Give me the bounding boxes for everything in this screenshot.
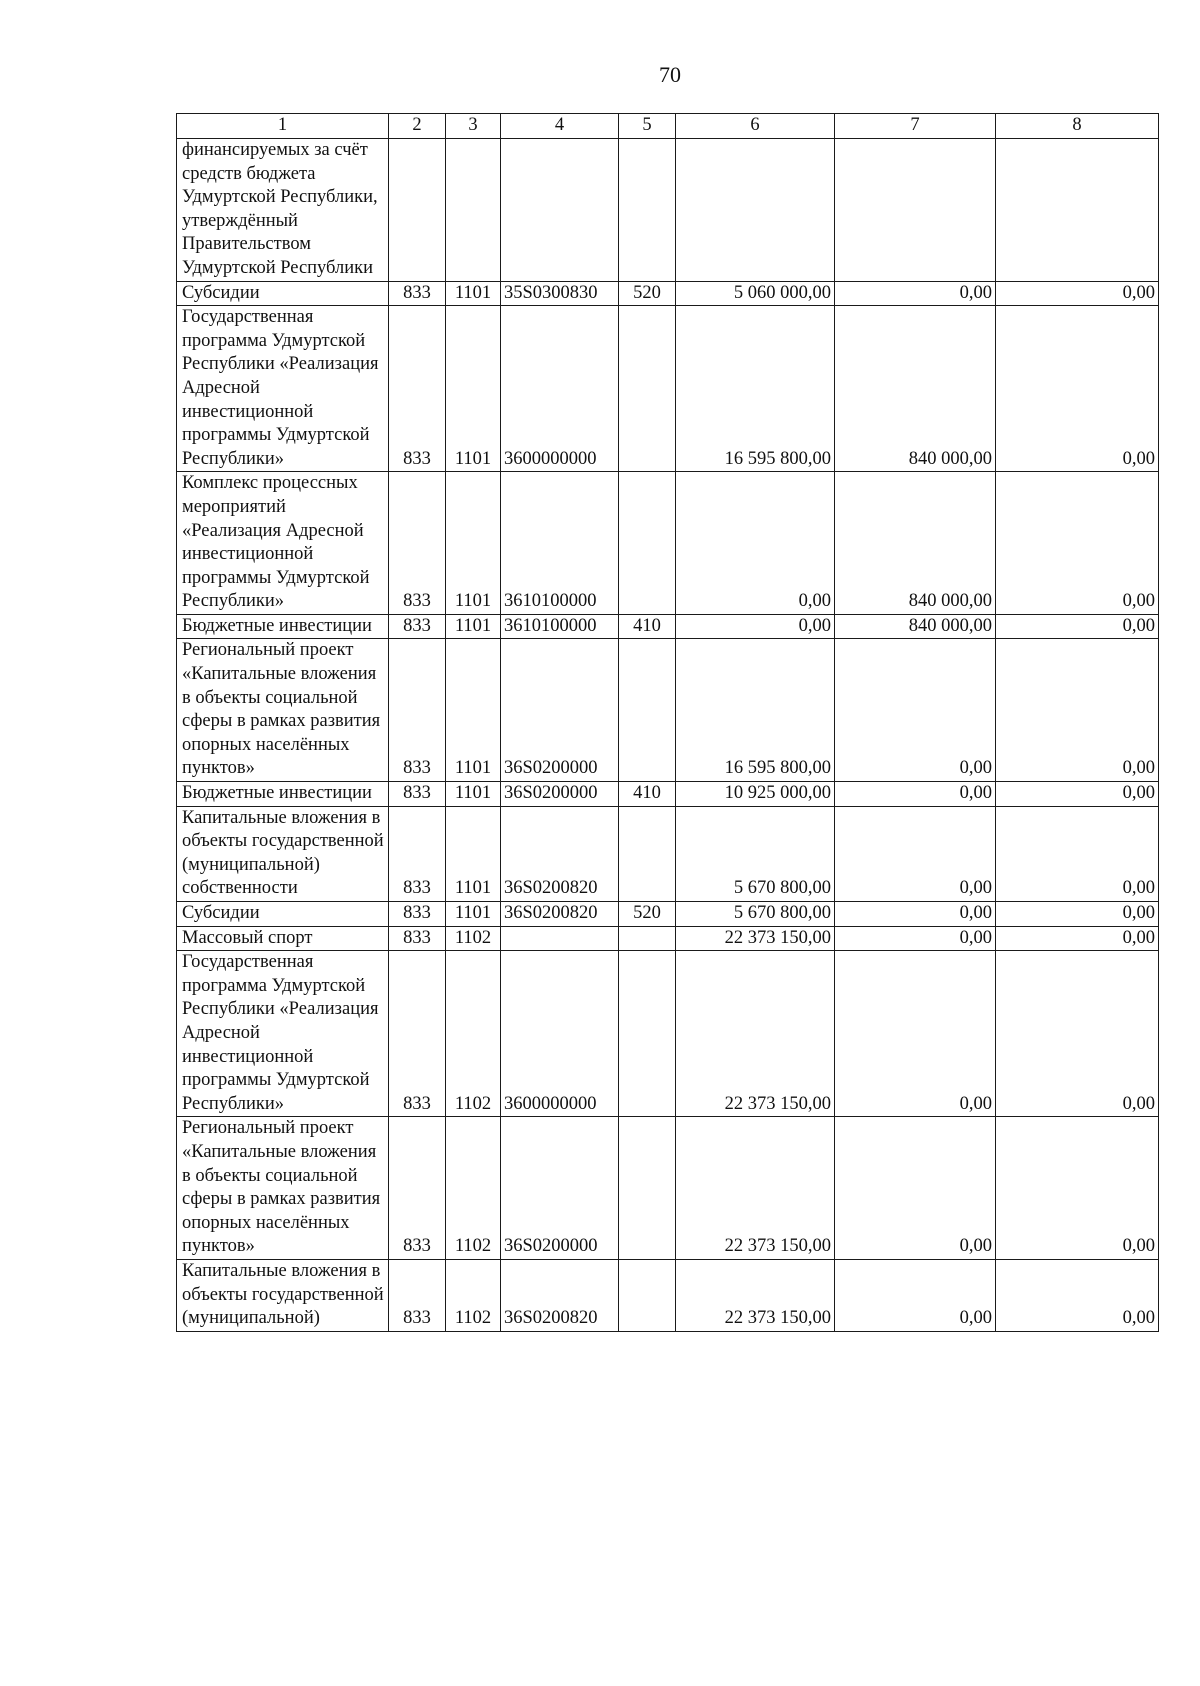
table-row [177,614,1159,639]
cell-expense-type: 410 [619,782,676,807]
table-row [177,281,1159,306]
cell-target-article: 3610100000 [501,614,619,639]
col-header-7: 7 [835,114,996,139]
cell-ministry: 833 [389,926,446,951]
cell-name: Массовый спорт [177,926,389,951]
cell-section: 1101 [446,806,501,901]
cell-sum-6: 5 670 800,00 [676,806,835,901]
cell-target-article: 3610100000 [501,472,619,615]
cell-sum-8: 0,00 [996,614,1159,639]
cell-sum-7: 0,00 [835,951,996,1117]
cell-expense-type [619,1117,676,1260]
cell-sum-6: 5 060 000,00 [676,281,835,306]
budget-table [176,113,1159,1332]
table-row [177,306,1159,472]
cell-sum-8: 0,00 [996,472,1159,615]
cell-ministry: 833 [389,1117,446,1260]
table-row [177,1117,1159,1260]
table-body [177,139,1159,1332]
cell-sum-7: 0,00 [835,902,996,927]
cell-sum-6: 22 373 150,00 [676,951,835,1117]
cell-sum-6: 0,00 [676,614,835,639]
cell-name: Региональный проект «Капитальные вложения в объекты социальной сферы в рамках развития опорных населённых пунктов» [177,1117,389,1260]
table-row [177,902,1159,927]
cell-section: 1101 [446,902,501,927]
cell-sum-6: 22 373 150,00 [676,926,835,951]
cell-ministry: 833 [389,782,446,807]
cell-sum-6: 5 670 800,00 [676,902,835,927]
cell-expense-type: 520 [619,902,676,927]
cell-sum-8: 0,00 [996,1259,1159,1331]
table-row [177,806,1159,901]
col-header-2: 2 [389,114,446,139]
cell-section: 1101 [446,782,501,807]
cell-sum-7: 0,00 [835,281,996,306]
cell-sum-7: 0,00 [835,1259,996,1331]
cell-sum-7: 0,00 [835,782,996,807]
cell-sum-6: 16 595 800,00 [676,639,835,782]
cell-name: Государственная программа Удмуртской Республики «Реализация Адресной инвестиционной программы Удмуртской Республики» [177,306,389,472]
table-row [177,951,1159,1117]
cell-target-article: 36S0200820 [501,902,619,927]
cell-sum-8: 0,00 [996,1117,1159,1260]
cell-ministry: 833 [389,806,446,901]
cell-sum-7: 840 000,00 [835,472,996,615]
cell-ministry: 833 [389,951,446,1117]
cell-target-article [501,926,619,951]
cell-section: 1102 [446,926,501,951]
cell-sum-7: 0,00 [835,1117,996,1260]
cell-section: 1101 [446,614,501,639]
col-header-8: 8 [996,114,1159,139]
cell-sum-8: 0,00 [996,926,1159,951]
cell-sum-6: 16 595 800,00 [676,306,835,472]
cell-section: 1102 [446,951,501,1117]
cell-name: Капитальные вложения в объекты государственной (муниципальной) собственности [177,806,389,901]
table-row [177,139,1159,282]
cell-sum-6: 22 373 150,00 [676,1117,835,1260]
cell-section [446,139,501,282]
col-header-6: 6 [676,114,835,139]
col-header-1: 1 [177,114,389,139]
cell-target-article: 36S0200820 [501,806,619,901]
cell-section: 1101 [446,472,501,615]
cell-section: 1101 [446,639,501,782]
col-header-5: 5 [619,114,676,139]
cell-section: 1102 [446,1117,501,1260]
cell-sum-8: 0,00 [996,806,1159,901]
cell-sum-8: 0,00 [996,782,1159,807]
cell-ministry: 833 [389,281,446,306]
table-row [177,782,1159,807]
cell-name: Бюджетные инвестиции [177,614,389,639]
cell-name: Комплекс процессных мероприятий «Реализация Адресной инвестиционной программы Удмуртской Республики» [177,472,389,615]
table-row [177,639,1159,782]
cell-sum-8 [996,139,1159,282]
cell-name: Капитальные вложения в объекты государственной (муниципальной) [177,1259,389,1331]
cell-sum-7: 840 000,00 [835,306,996,472]
cell-name: Субсидии [177,902,389,927]
col-header-4: 4 [501,114,619,139]
cell-target-article: 3600000000 [501,951,619,1117]
cell-name: финансируемых за счёт средств бюджета Удмуртской Республики, утверждённый Правительством Удмуртской Республики [177,139,389,282]
cell-name: Государственная программа Удмуртской Республики «Реализация Адресной инвестиционной программы Удмуртской Республики» [177,951,389,1117]
cell-name: Региональный проект «Капитальные вложения в объекты социальной сферы в рамках развития опорных населённых пунктов» [177,639,389,782]
cell-expense-type [619,951,676,1117]
cell-target-article: 36S0200000 [501,782,619,807]
cell-sum-7: 0,00 [835,639,996,782]
cell-ministry: 833 [389,1259,446,1331]
cell-ministry [389,139,446,282]
cell-ministry: 833 [389,639,446,782]
cell-name: Субсидии [177,281,389,306]
cell-sum-7 [835,139,996,282]
cell-sum-7: 0,00 [835,926,996,951]
cell-target-article: 36S0200820 [501,1259,619,1331]
cell-target-article: 35S0300830 [501,281,619,306]
cell-name: Бюджетные инвестиции [177,782,389,807]
col-header-3: 3 [446,114,501,139]
cell-expense-type: 520 [619,281,676,306]
cell-target-article: 36S0200000 [501,1117,619,1260]
table-row [177,1259,1159,1331]
cell-sum-8: 0,00 [996,639,1159,782]
cell-target-article: 3600000000 [501,306,619,472]
cell-expense-type [619,926,676,951]
table-row [177,472,1159,615]
cell-expense-type [619,1259,676,1331]
table-header-row [177,114,1159,139]
cell-expense-type [619,472,676,615]
cell-ministry: 833 [389,614,446,639]
cell-ministry: 833 [389,902,446,927]
cell-expense-type [619,139,676,282]
cell-section: 1101 [446,306,501,472]
cell-sum-7: 0,00 [835,806,996,901]
cell-sum-6: 0,00 [676,472,835,615]
cell-sum-6: 10 925 000,00 [676,782,835,807]
cell-expense-type [619,806,676,901]
cell-expense-type [619,306,676,472]
cell-sum-8: 0,00 [996,951,1159,1117]
cell-section: 1102 [446,1259,501,1331]
cell-expense-type [619,639,676,782]
cell-target-article [501,139,619,282]
cell-ministry: 833 [389,472,446,615]
cell-sum-8: 0,00 [996,902,1159,927]
cell-section: 1101 [446,281,501,306]
cell-sum-8: 0,00 [996,281,1159,306]
cell-target-article: 36S0200000 [501,639,619,782]
cell-sum-7: 840 000,00 [835,614,996,639]
cell-ministry: 833 [389,306,446,472]
cell-expense-type: 410 [619,614,676,639]
table-row [177,926,1159,951]
cell-sum-8: 0,00 [996,306,1159,472]
cell-sum-6 [676,139,835,282]
cell-sum-6: 22 373 150,00 [676,1259,835,1331]
page-number: 70 [659,62,681,87]
